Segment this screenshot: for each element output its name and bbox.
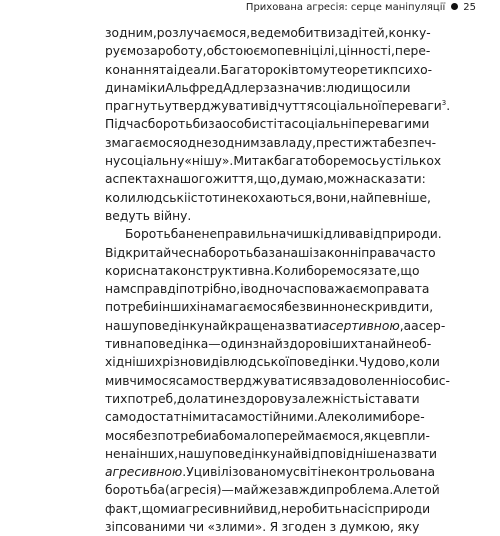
word: у — [379, 154, 387, 169]
word: зіпсованими — [105, 520, 186, 535]
word: права — [361, 245, 400, 260]
word: вони, — [315, 190, 351, 205]
word: не — [344, 300, 361, 315]
text-line — [105, 170, 426, 188]
word: боремося — [306, 263, 368, 278]
word: істоти — [187, 190, 228, 205]
word: і — [196, 300, 201, 315]
word: та — [209, 410, 225, 425]
word: асертивною, — [321, 318, 404, 333]
word: найкраще — [204, 318, 270, 333]
word: факт, — [105, 501, 142, 516]
word: асер- — [411, 318, 446, 333]
word: найпевніше, — [350, 190, 431, 205]
word: не — [227, 190, 244, 205]
word: ведуть — [105, 208, 151, 223]
word: боротьба — [208, 245, 269, 260]
text-line — [105, 79, 411, 97]
word: залежність — [291, 391, 365, 406]
word: роботу, — [157, 44, 207, 59]
text-line — [105, 317, 446, 335]
word: поважаємо — [304, 282, 377, 297]
word: і — [240, 282, 244, 297]
word: ідеали. — [173, 62, 221, 77]
word: без — [135, 428, 158, 443]
word: час — [126, 117, 148, 132]
word: одним — [218, 135, 260, 150]
word: психо- — [390, 62, 433, 77]
word: ми — [160, 501, 178, 516]
word: законні — [312, 245, 362, 260]
text-line — [105, 97, 451, 115]
word: стількох — [386, 154, 442, 169]
word: вид, — [253, 501, 281, 516]
word: поведінку — [212, 446, 278, 461]
word: війну. — [153, 208, 192, 223]
word: так — [251, 154, 275, 169]
word: У — [186, 465, 194, 480]
word: утверджувати — [164, 99, 259, 114]
word: агресивною. — [105, 465, 187, 480]
text-line — [105, 134, 437, 152]
word: конання — [105, 62, 160, 77]
text-line — [105, 225, 442, 243]
word: що — [400, 263, 420, 278]
word: (агресія) — [164, 483, 222, 498]
word: людські — [135, 190, 188, 205]
word: ми — [105, 373, 123, 388]
running-header — [0, 2, 476, 13]
word: найнеоб- — [372, 337, 432, 352]
word: особис- — [401, 373, 450, 388]
word: щосили — [360, 80, 411, 95]
word: а — [403, 318, 412, 333]
word: аспектах — [105, 172, 165, 187]
word: соціальну — [120, 154, 185, 169]
word: за — [143, 44, 158, 59]
word: зазначив: — [263, 80, 327, 95]
bullet-icon — [451, 3, 458, 10]
text-line — [105, 207, 395, 225]
word: коли — [105, 190, 136, 205]
word: Чудово, — [358, 355, 410, 370]
word: з — [252, 337, 260, 352]
word: та — [276, 117, 292, 132]
word: Відкрита — [105, 245, 164, 260]
word: шкідлива — [301, 227, 363, 242]
word: тих — [105, 391, 128, 406]
word: світі — [292, 465, 321, 480]
word: Адлер — [223, 80, 264, 95]
word: відчуття — [258, 99, 314, 114]
word: — — [208, 337, 221, 352]
word: безпеч- — [387, 135, 437, 150]
word: розлучаємося, — [156, 26, 251, 40]
word: права — [376, 282, 415, 297]
word: справді — [129, 282, 180, 297]
word: з — [329, 520, 337, 535]
word: за — [335, 26, 350, 40]
word: та — [159, 62, 174, 77]
word: ми — [372, 410, 390, 425]
text-line — [105, 244, 436, 262]
word: та — [372, 135, 388, 150]
word: Я — [269, 520, 279, 535]
word: нам — [105, 282, 130, 297]
word: вчимося — [122, 373, 176, 388]
word: за — [268, 245, 283, 260]
word: не — [185, 227, 202, 242]
word: дітей, — [349, 26, 389, 40]
word: найвідповідніше — [277, 446, 385, 461]
text-line — [105, 262, 420, 280]
word: переваги — [351, 117, 413, 132]
word: чи — [188, 520, 205, 535]
word: за — [208, 117, 223, 132]
word: долати — [177, 391, 224, 406]
word: за — [367, 263, 382, 278]
word: нашого — [164, 172, 213, 187]
word: мося — [105, 428, 136, 443]
word: задоволенні — [321, 373, 402, 388]
text-line — [105, 335, 432, 353]
word: престиж — [316, 135, 373, 150]
word: поведінка — [142, 337, 209, 352]
word: з — [211, 135, 219, 150]
word: різновидів — [162, 355, 230, 370]
text-line — [105, 280, 430, 298]
word: прагнуть — [105, 99, 165, 114]
word: коли — [409, 355, 440, 370]
word: завжди — [277, 483, 327, 498]
word: конструктивна. — [172, 263, 275, 278]
word: тивна — [105, 337, 143, 352]
word: потрібно, — [179, 282, 241, 297]
text-line — [105, 427, 430, 445]
word: ми — [412, 117, 430, 132]
word: намагаємося — [200, 300, 285, 315]
text-line — [105, 189, 431, 207]
body-text — [105, 24, 451, 536]
word: люди — [326, 80, 361, 95]
word: потреби — [157, 428, 212, 443]
word: думаю, — [280, 172, 328, 187]
word: хідніших — [105, 355, 163, 370]
word: Під — [105, 117, 127, 132]
word: років — [265, 62, 299, 77]
word: соціальної — [313, 99, 382, 114]
word: мало — [234, 428, 267, 443]
word: соціальні — [291, 117, 352, 132]
word: кохаються, — [243, 190, 316, 205]
text-line — [105, 518, 420, 536]
word: руємо — [105, 44, 144, 59]
word: в — [314, 373, 322, 388]
word: одне — [180, 135, 212, 150]
word: цінності, — [338, 44, 395, 59]
word: потреби — [105, 300, 159, 315]
word: боротьби — [147, 117, 209, 132]
word: обстоюємо — [206, 44, 277, 59]
word: «нішу». — [184, 154, 234, 169]
text-line — [105, 298, 434, 316]
word: владу, — [273, 135, 317, 150]
word: чи — [286, 227, 302, 242]
word: боротьба — [105, 483, 165, 498]
word: сказати: — [370, 172, 426, 187]
word: певні — [276, 44, 312, 59]
text-line — [105, 481, 440, 499]
word: і — [364, 391, 369, 406]
text-line — [105, 500, 431, 518]
word: битви — [297, 26, 336, 40]
word: агресивний — [177, 501, 254, 516]
word: іс — [364, 501, 375, 516]
word: природи. — [382, 227, 442, 242]
word: майже — [233, 483, 278, 498]
word: чесна — [171, 245, 209, 260]
word: конку- — [388, 26, 431, 40]
word: з — [105, 26, 112, 40]
word: думкою, — [339, 520, 394, 535]
word: природи — [374, 501, 431, 516]
word: часто — [399, 245, 436, 260]
word: на — [120, 446, 137, 461]
word: один — [220, 337, 253, 352]
text-line — [105, 390, 420, 408]
word: та — [158, 263, 173, 278]
word: динаміки — [105, 80, 166, 95]
word: самостійними. — [224, 410, 318, 425]
word: або — [211, 428, 235, 443]
word: неправильна — [201, 227, 287, 242]
word: одним, — [111, 26, 157, 40]
word: самостверджуватися — [175, 373, 315, 388]
word: назвати — [384, 446, 438, 461]
text-line — [105, 115, 430, 133]
word: інших, — [136, 446, 179, 461]
word: згоден — [281, 520, 327, 535]
text-line — [105, 372, 450, 390]
word: змагаємося — [105, 135, 181, 150]
word: не — [281, 501, 297, 516]
word: пере- — [394, 44, 431, 59]
text-line — [105, 463, 436, 481]
word: водночас — [243, 282, 305, 297]
word: корисна — [105, 263, 159, 278]
word: яку — [397, 520, 420, 535]
word: багато — [274, 154, 318, 169]
word: Але — [317, 410, 342, 425]
word: та — [357, 337, 373, 352]
text-line — [105, 24, 431, 42]
word: цивілізованому — [193, 465, 293, 480]
text-line — [105, 61, 433, 79]
text-line — [105, 353, 440, 371]
word: це — [378, 428, 395, 443]
word: й — [163, 245, 172, 260]
word: впли- — [394, 428, 430, 443]
word: тому — [298, 62, 330, 77]
text-line — [105, 152, 442, 170]
word: боремось — [317, 154, 380, 169]
word: за — [259, 135, 274, 150]
word: ведемо — [250, 26, 298, 40]
word: назвати — [269, 318, 322, 333]
word: найздоровіших — [259, 337, 358, 352]
word: як — [363, 428, 379, 443]
word: переймаємося, — [266, 428, 364, 443]
word: можна — [327, 172, 371, 187]
word: наші — [282, 245, 313, 260]
text-line — [105, 445, 438, 463]
text-line — [105, 408, 425, 426]
word: не — [105, 446, 121, 461]
word: скривдити, — [360, 300, 434, 315]
footnote-ref: 3 — [441, 99, 447, 108]
word: поведінку — [139, 318, 205, 333]
word: те, — [381, 263, 401, 278]
word: нашу — [105, 318, 140, 333]
word: Багато — [220, 62, 266, 77]
text-line — [105, 42, 431, 60]
word: від — [362, 227, 383, 242]
word: поведінки. — [289, 355, 359, 370]
word: життя, — [212, 172, 258, 187]
word: коли — [341, 410, 373, 425]
word: ставати — [368, 391, 420, 406]
word: нездорову — [223, 391, 292, 406]
word: що — [141, 501, 161, 516]
word: неконтрольована — [321, 465, 436, 480]
word: Коли — [274, 263, 307, 278]
word: нашу — [178, 446, 213, 461]
word: цілі, — [311, 44, 339, 59]
word: — — [221, 483, 234, 498]
word: потреб, — [127, 391, 178, 406]
word: ну — [105, 154, 121, 169]
word: Альфред — [165, 80, 224, 95]
word: інших — [158, 300, 197, 315]
word: боре- — [389, 410, 425, 425]
word: робить — [296, 501, 342, 516]
word: людської — [229, 355, 290, 370]
word: Боротьба — [125, 227, 186, 242]
word: той — [417, 483, 440, 498]
word: безвинно — [284, 300, 345, 315]
word: переваги$^3$. — [381, 99, 451, 114]
word: «злими». — [207, 520, 267, 535]
word: нас — [341, 501, 365, 516]
word: особисті — [222, 117, 277, 132]
word: Ми — [233, 154, 252, 169]
word: проблема. — [326, 483, 394, 498]
page-number: 25 — [463, 2, 476, 13]
running-title: Прихована агресія: серце маніпуляції — [245, 2, 446, 13]
word: та — [414, 282, 430, 297]
word: теоретик — [329, 62, 391, 77]
word: що, — [257, 172, 281, 187]
word: Але — [393, 483, 418, 498]
word: самодостатніми — [105, 410, 210, 425]
